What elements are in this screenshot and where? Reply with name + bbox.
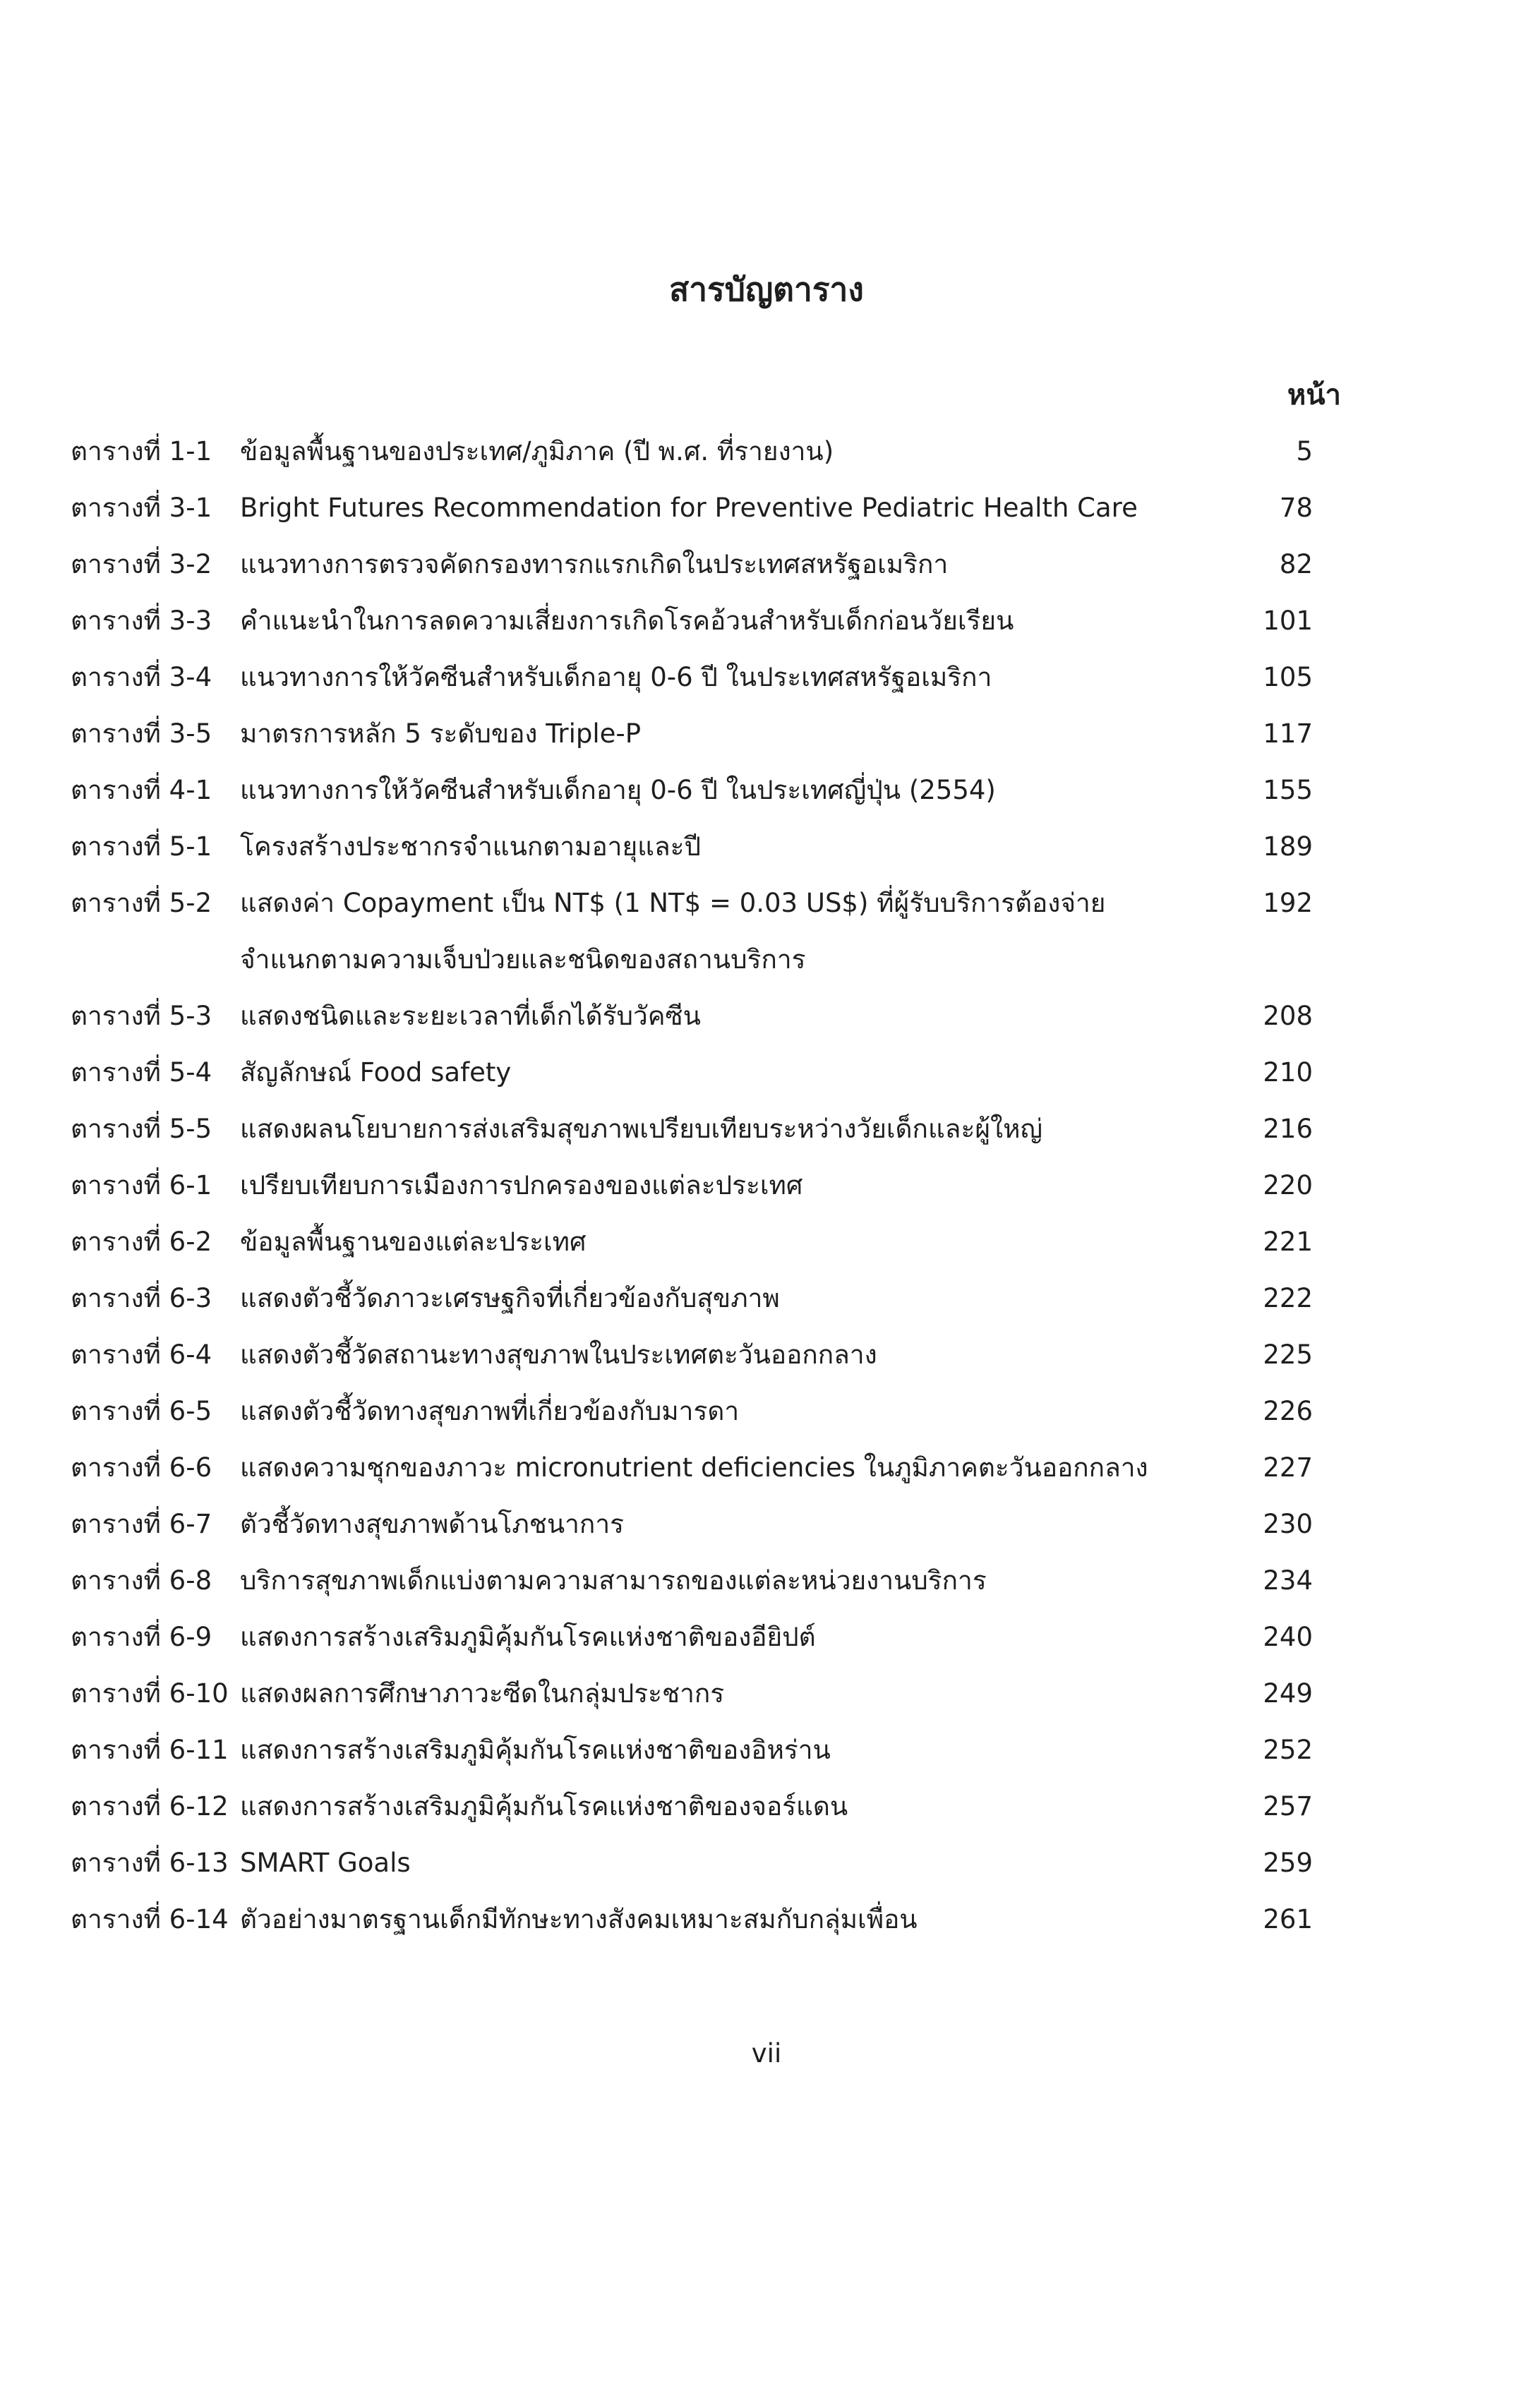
toc-entry-label: ตารางที่ 5-2 (71, 888, 212, 918)
toc-entry (71, 1503, 1341, 1560)
toc-entry-label: ตารางที่ 5-4 (71, 1057, 212, 1088)
toc-entry (71, 1898, 1341, 1955)
toc-entry-description: แนวทางการให้วัคซีนสำหรับเด็กอายุ 0-6 ปี ในประเทศญี่ปุ่น (2554) (240, 775, 996, 805)
toc-entry-page-number: 227 (1263, 1452, 1313, 1483)
toc-entry-label: ตารางที่ 3-2 (71, 549, 212, 579)
toc-entry (71, 713, 1341, 769)
toc-entry (71, 431, 1341, 487)
toc-entry-label: ตารางที่ 6-10 (71, 1678, 229, 1709)
toc-entry-page-number: 192 (1263, 888, 1313, 918)
toc-entry-page-number: 240 (1263, 1622, 1313, 1652)
toc-entry-page-number: 226 (1263, 1396, 1313, 1426)
toc-entry (71, 1277, 1341, 1334)
toc-entry-description: สัญลักษณ์ Food safety (240, 1057, 512, 1088)
toc-entry-label: ตารางที่ 5-3 (71, 1001, 212, 1031)
toc-entry (71, 1447, 1341, 1503)
toc-entry-page-number: 208 (1263, 1001, 1313, 1031)
toc-entry-page-number: 78 (1279, 493, 1313, 523)
toc-entry-page-number: 105 (1263, 662, 1313, 692)
toc-entry (71, 1221, 1341, 1277)
toc-entry (71, 1390, 1341, 1447)
toc-entry (71, 543, 1341, 600)
toc-entry-description: แสดงความชุกของภาวะ micronutrient deficiencies ในภูมิภาคตะวันออกกลาง (240, 1452, 1148, 1483)
toc-entry-label: ตารางที่ 4-1 (71, 775, 212, 805)
toc-entry-page-number: 5 (1296, 436, 1313, 466)
toc-entry-label: ตารางที่ 6-3 (71, 1283, 212, 1313)
toc-entry-description: แสดงตัวชี้วัดทางสุขภาพที่เกี่ยวข้องกับมารดา (240, 1396, 740, 1426)
toc-entry-description: เปรียบเทียบการเมืองการปกครองของแต่ละประเทศ (240, 1170, 803, 1200)
toc-entry-label: ตารางที่ 6-7 (71, 1509, 212, 1539)
toc-entry-label: ตารางที่ 5-1 (71, 831, 212, 862)
toc-entry-page-number: 82 (1279, 549, 1313, 579)
toc-entry-page-number: 249 (1263, 1678, 1313, 1709)
toc-entry-page-number: 234 (1263, 1565, 1313, 1596)
page-column-header: หน้า (1287, 379, 1341, 411)
toc-entry-description: แสดงตัวชี้วัดภาวะเศรษฐกิจที่เกี่ยวข้องกับสุขภาพ (240, 1283, 780, 1313)
toc-entry-label: ตารางที่ 6-2 (71, 1227, 212, 1257)
toc-entry-description-continued: จำแนกตามความเจ็บป่วยและชนิดของสถานบริการ (240, 944, 806, 975)
toc-entry-description: ตัวชี้วัดทางสุขภาพด้านโภชนาการ (240, 1509, 624, 1539)
toc-entry (71, 656, 1341, 713)
toc-entry-page-number: 101 (1263, 606, 1313, 636)
toc-entry-page-number: 117 (1263, 718, 1313, 749)
toc-entry-description: แสดงชนิดและระยะเวลาที่เด็กได้รับวัคซีน (240, 1001, 701, 1031)
toc-entry-description: แนวทางการให้วัคซีนสำหรับเด็กอายุ 0-6 ปี ในประเทศสหรัฐอเมริกา (240, 662, 992, 692)
toc-entry-page-number: 261 (1263, 1904, 1313, 1934)
toc-entry (71, 1673, 1341, 1729)
toc-entry-label: ตารางที่ 6-9 (71, 1622, 212, 1652)
toc-entry-label: ตารางที่ 6-11 (71, 1735, 229, 1765)
table-of-tables-list (71, 431, 1341, 1955)
toc-entry-description: ข้อมูลพื้นฐานของประเทศ/ภูมิภาค (ปี พ.ศ. ที่รายงาน) (240, 436, 834, 466)
toc-entry-label: ตารางที่ 6-5 (71, 1396, 212, 1426)
toc-entry (71, 1560, 1341, 1616)
toc-entry-page-number: 257 (1263, 1791, 1313, 1822)
toc-entry-page-number: 221 (1263, 1227, 1313, 1257)
toc-entry-page-number: 259 (1263, 1848, 1313, 1878)
toc-entry-description: แสดงค่า Copayment เป็น NT$ (1 NT$ = 0.03 US$) ที่ผู้รับบริการต้องจ่าย (240, 888, 1106, 918)
toc-entry-page-number: 189 (1263, 831, 1313, 862)
toc-entry-description: บริการสุขภาพเด็กแบ่งตามความสามารถของแต่ละหน่วยงานบริการ (240, 1565, 987, 1596)
toc-entry-description: SMART Goals (240, 1848, 411, 1878)
toc-entry-label: ตารางที่ 3-1 (71, 493, 212, 523)
page-title: สารบัญตาราง (669, 270, 864, 308)
toc-entry (71, 1616, 1341, 1673)
toc-entry-description: โครงสร้างประชากรจำแนกตามอายุและปี (240, 831, 702, 862)
toc-entry (71, 826, 1341, 882)
footer-page-number: vii (751, 2038, 782, 2069)
toc-entry-description: Bright Futures Recommendation for Preventive Pediatric Health Care (240, 493, 1138, 523)
toc-entry-page-number: 252 (1263, 1735, 1313, 1765)
toc-entry-description: ตัวอย่างมาตรฐานเด็กมีทักษะทางสังคมเหมาะสมกับกลุ่มเพื่อน (240, 1904, 918, 1934)
toc-entry-page-number: 222 (1263, 1283, 1313, 1313)
toc-entry-page-number: 220 (1263, 1170, 1313, 1200)
toc-entry (71, 1786, 1341, 1842)
toc-entry-description: แสดงผลการศึกษาภาวะซีดในกลุ่มประชากร (240, 1678, 725, 1709)
toc-entry (71, 600, 1341, 656)
toc-entry-label: ตารางที่ 3-3 (71, 606, 212, 636)
toc-entry (71, 1108, 1341, 1164)
toc-entry-label: ตารางที่ 1-1 (71, 436, 212, 466)
toc-entry-label: ตารางที่ 6-4 (71, 1340, 212, 1370)
toc-entry-label: ตารางที่ 6-14 (71, 1904, 229, 1934)
toc-entry (71, 995, 1341, 1052)
toc-entry (71, 1842, 1341, 1898)
toc-entry (71, 1052, 1341, 1108)
toc-entry-description: ข้อมูลพื้นฐานของแต่ละประเทศ (240, 1227, 587, 1257)
toc-entry-page-number: 216 (1263, 1114, 1313, 1144)
toc-entry (71, 487, 1341, 543)
toc-entry-description: แสดงผลนโยบายการส่งเสริมสุขภาพเปรียบเทียบระหว่างวัยเด็กและผู้ใหญ่ (240, 1114, 1043, 1144)
toc-entry-description: มาตรการหลัก 5 ระดับของ Triple-P (240, 718, 642, 749)
toc-entry-description: แสดงการสร้างเสริมภูมิคุ้มกันโรคแห่งชาติของอิหร่าน (240, 1735, 831, 1765)
toc-entry-label: ตารางที่ 6-6 (71, 1452, 212, 1483)
toc-entry-label: ตารางที่ 6-13 (71, 1848, 229, 1878)
toc-entry-label: ตารางที่ 3-4 (71, 662, 212, 692)
toc-entry-page-number: 210 (1263, 1057, 1313, 1088)
toc-entry-page-number: 230 (1263, 1509, 1313, 1539)
toc-entry-page-number: 225 (1263, 1340, 1313, 1370)
toc-entry (71, 1164, 1341, 1221)
toc-entry (71, 1729, 1341, 1786)
toc-entry (71, 769, 1341, 826)
toc-entry-description: แสดงการสร้างเสริมภูมิคุ้มกันโรคแห่งชาติของจอร์แดน (240, 1791, 848, 1822)
toc-entry-label: ตารางที่ 3-5 (71, 718, 212, 749)
toc-entry-description: แนวทางการตรวจคัดกรองทารกแรกเกิดในประเทศสหรัฐอเมริกา (240, 549, 949, 579)
toc-entry (71, 1334, 1341, 1390)
toc-entry-label: ตารางที่ 6-8 (71, 1565, 212, 1596)
toc-entry-description: แสดงตัวชี้วัดสถานะทางสุขภาพในประเทศตะวันออกกลาง (240, 1340, 877, 1370)
toc-entry (71, 882, 1341, 995)
toc-entry-description: คำแนะนำในการลดความเสี่ยงการเกิดโรคอ้วนสำหรับเด็กก่อนวัยเรียน (240, 606, 1014, 636)
toc-entry-label: ตารางที่ 6-12 (71, 1791, 229, 1822)
toc-entry-description: แสดงการสร้างเสริมภูมิคุ้มกันโรคแห่งชาติของอียิปต์ (240, 1622, 816, 1652)
toc-entry-label: ตารางที่ 6-1 (71, 1170, 212, 1200)
toc-entry-label: ตารางที่ 5-5 (71, 1114, 212, 1144)
toc-entry-page-number: 155 (1263, 775, 1313, 805)
